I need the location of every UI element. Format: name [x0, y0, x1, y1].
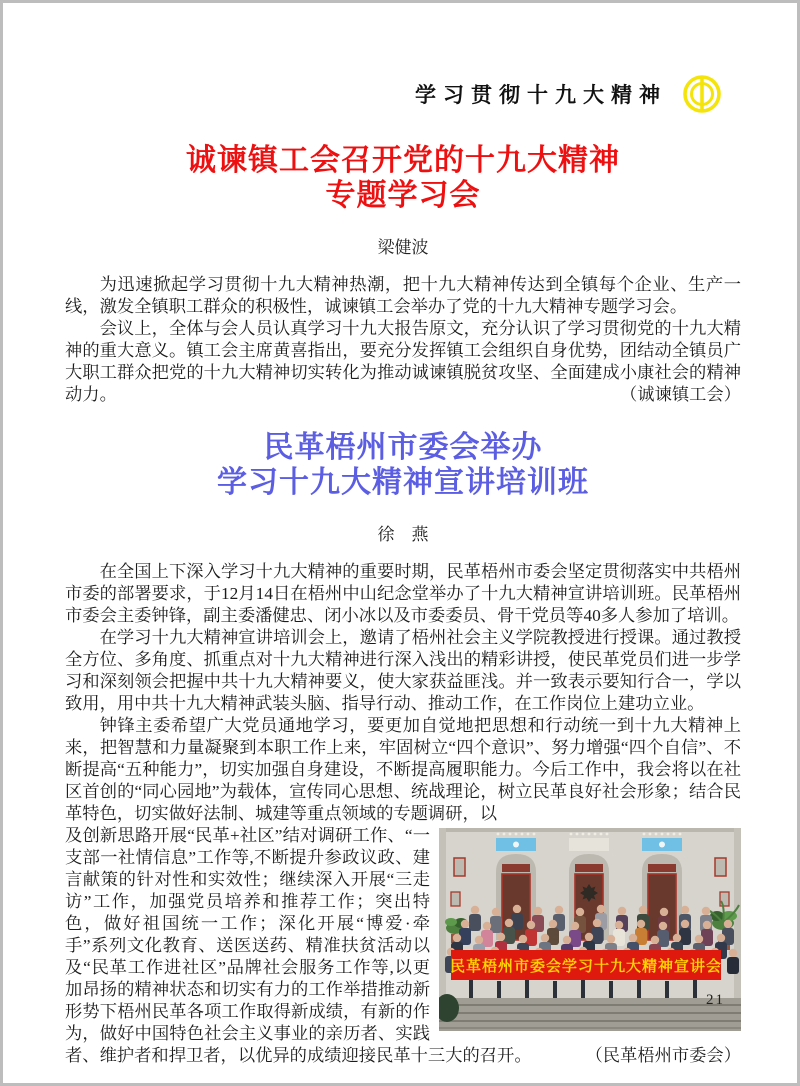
article-1-author: 梁健波	[377, 238, 429, 257]
group-photo-illustration	[439, 828, 741, 1031]
masthead	[65, 73, 741, 115]
paragraph-continuation: 及创新思路开展“民革+社区”结对调研工作、“一支部一社情信息”工作等,不断提升参政议政、建言献策的针对性和实效性；继续深入开展“三走访”工作，加强党员培养和推荐工作；突出特色，做好祖国统一工作；深化开展“博爱·牵手”系列文化教育、送医送药、精准扶贫活动以及“民革工作进社区”品牌社会服务工作等,以更加昂扬的精神状态和切实有力的工作举措推动新形势下梧州民革各项工作取得新成绩，有新的作为，做好中国特色社会主义事业的亲历者、实践者、维护者和捍卫者，以优异的成绩迎接民革十三大的召开。	[65, 826, 532, 1065]
article-1-attribution: （诚谏镇工会）	[620, 385, 741, 404]
page-number: 21	[706, 992, 725, 1008]
article-2-wrap-section	[65, 825, 741, 1067]
article-2-attribution: （民革梧州市委会）	[585, 1046, 741, 1065]
group-photo	[439, 828, 741, 1031]
banner-text: 民革梧州市委会学习十九大精神宣讲会	[449, 959, 723, 975]
paragraph: 在学习十九大精神宣讲培训会上，邀请了梧州社会主义学院教授进行授课。通过教授全方位、多角度、抓重点对十九大精神进行深入浅出的精彩讲授，使民革党员们进一步学习和深刻领会把握中共十九大精神要义，使大家获益匪浅。并一致表示要知行合一，学以致用，用中共十九大精神武装头脑、指导行动、推动工作，在工作岗位上建功立业。	[65, 628, 741, 713]
article-2	[65, 430, 741, 1067]
title-line-1: 诚谏镇工会召开党的十九大精神	[186, 144, 620, 177]
paragraph-text: 会议上，全体与会人员认真学习十九大报告原文，充分认识了学习贯彻党的十九大精神的重大意义。镇工会主席黄喜指出，要充分发挥镇工会组织自身优势，团结动全镇员广大职工群众把党的十九大精神切实转化为推动诚谏镇脱贫攻坚、全面建成小康社会的精神动力。	[65, 319, 741, 404]
article-1-body	[65, 274, 741, 406]
article-2-body	[65, 561, 741, 825]
paragraph: 为迅速掀起学习贯彻十九大精神热潮，把十九大精神传达到全镇每个企业、生产一线，激发全镇职工群众的积极性，诚谏镇工会举办了党的十九大精神专题学习会。	[65, 275, 741, 316]
title-line-2: 学习十九大精神宣讲培训班	[217, 466, 589, 499]
title-line-1: 民革梧州市委会举办	[263, 431, 543, 464]
union-logo-icon	[681, 73, 723, 115]
paragraph: 在全国上下深入学习十九大精神的重要时期，民革梧州市委会坚定贯彻落实中共梧州市委的部署要求，于12月14日在梧州中山纪念堂举办了十九大精神宣讲培训班。民革梧州市委会主委钟锋，副主委潘健忠、闭小冰以及市委委员、骨干党员等40多人参加了培训。	[65, 562, 741, 625]
article-1	[65, 143, 741, 406]
paragraph: 钟锋主委希望广大党员通地学习，要更加自觉地把思想和行动统一到十九大精神上来，把智慧和力量凝聚到本职工作上来，牢固树立“四个意识”、努力增强“四个自信”、不断提高“五种能力”，切实加强自身建设，不断提高履职能力。今后工作中，我会将以在社区首创的“同心园地”为载体，宣传同心思想、统战理论，树立民革良好社会形象；结合民革特色，切实做好法制、城建等重点领域的专题调研，以	[65, 716, 741, 823]
section-slogan: 学习贯彻十九大精神	[415, 83, 667, 107]
title-line-2: 专题学习会	[325, 179, 481, 212]
article-1-title	[65, 143, 741, 213]
article-2-title	[65, 430, 741, 500]
article-2-author: 徐 燕	[377, 525, 429, 544]
paragraph	[65, 318, 741, 406]
